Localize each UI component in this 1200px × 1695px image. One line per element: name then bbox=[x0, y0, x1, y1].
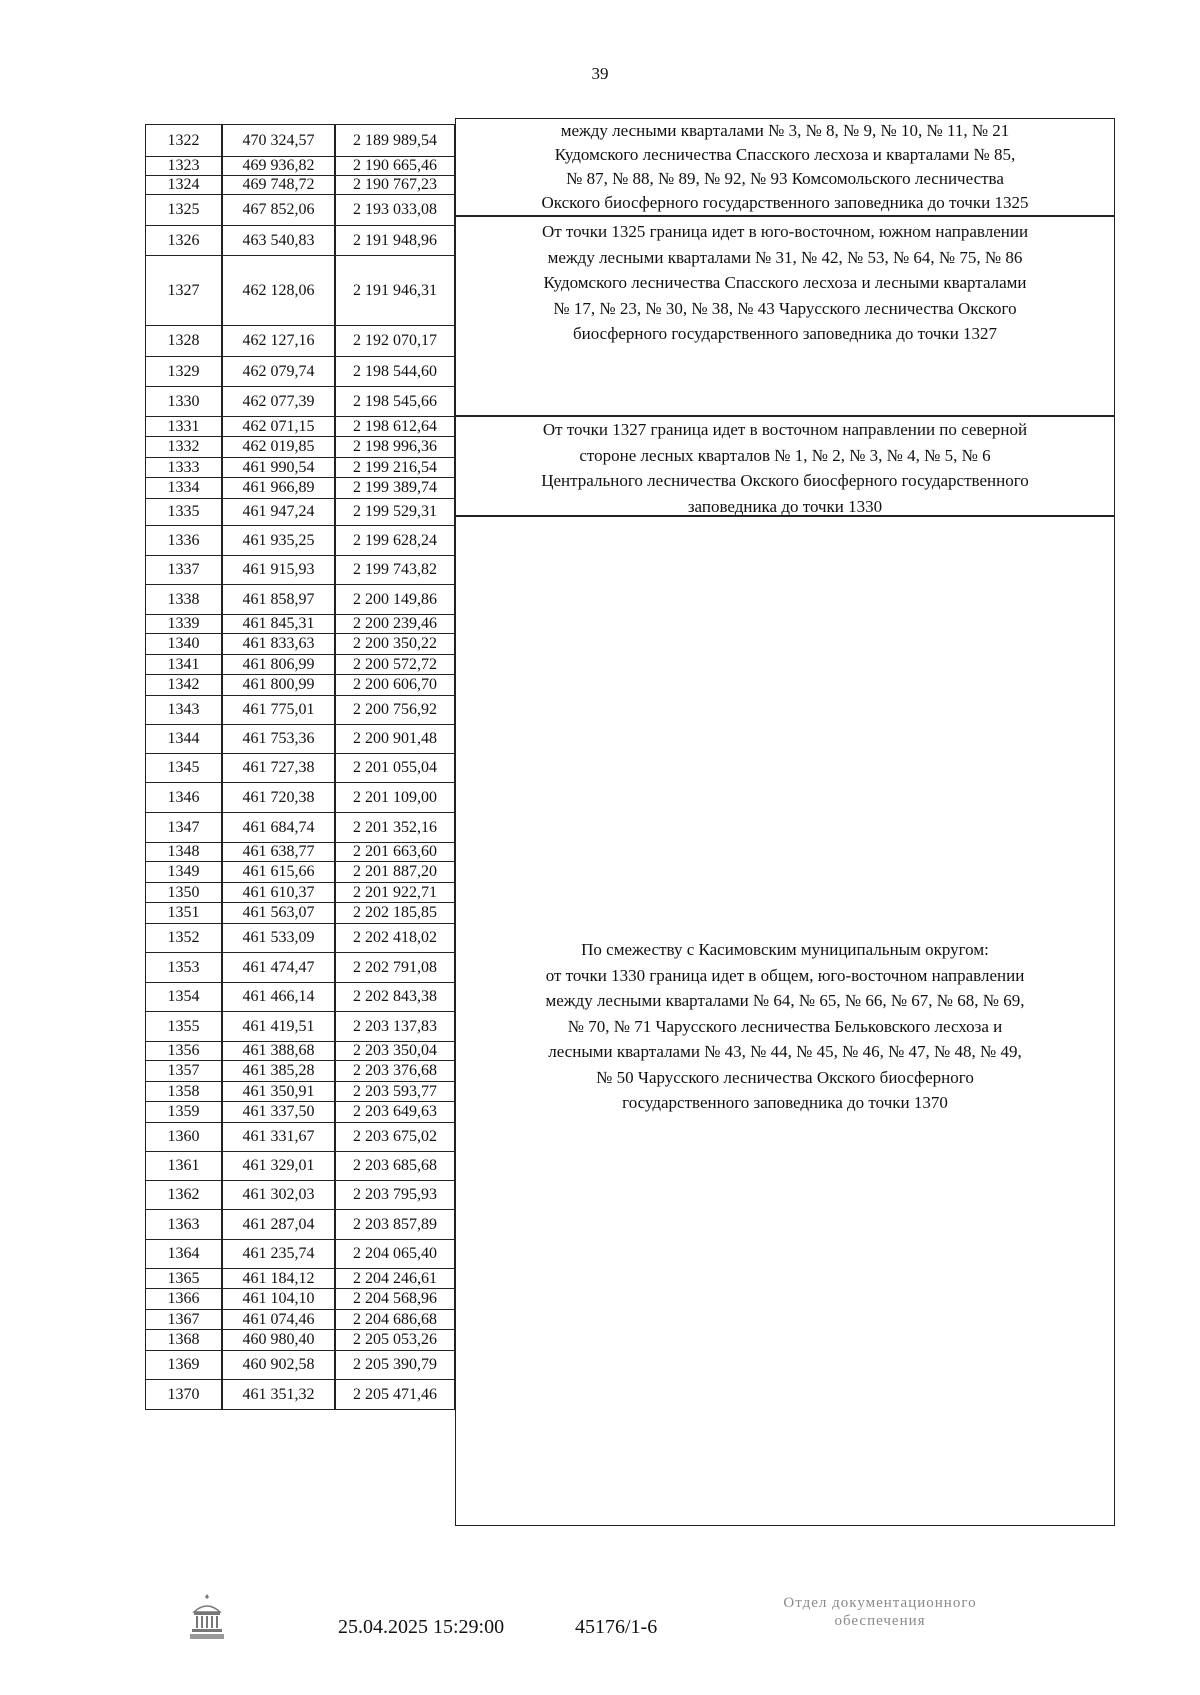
point-number-cell: 1328 bbox=[145, 325, 222, 357]
y-coordinate-cell: 2 189 989,54 bbox=[335, 124, 455, 157]
y-coordinate-cell: 2 203 675,02 bbox=[335, 1122, 455, 1152]
x-coordinate-cell: 461 966,89 bbox=[222, 477, 335, 499]
y-coordinate-cell: 2 205 390,79 bbox=[335, 1350, 455, 1380]
boundary-description bbox=[455, 216, 1115, 416]
description-line: От точки 1325 граница идет в юго-восточном, южном направлении bbox=[541, 222, 1029, 241]
y-coordinate-cell: 2 200 239,46 bbox=[335, 614, 455, 634]
coordinates-table bbox=[145, 121, 1115, 1536]
x-coordinate-cell: 461 466,14 bbox=[222, 982, 335, 1012]
point-number-cell: 1354 bbox=[145, 982, 222, 1012]
x-coordinate-cell: 461 337,50 bbox=[222, 1101, 335, 1123]
point-number-cell: 1344 bbox=[145, 724, 222, 754]
point-number-cell: 1337 bbox=[145, 555, 222, 585]
point-number-cell: 1329 bbox=[145, 356, 222, 387]
x-coordinate-cell: 461 720,38 bbox=[222, 782, 335, 813]
x-coordinate-cell: 460 980,40 bbox=[222, 1329, 335, 1351]
x-coordinate-cell: 461 563,07 bbox=[222, 902, 335, 924]
point-number-cell: 1323 bbox=[145, 156, 222, 176]
point-number-cell: 1367 bbox=[145, 1309, 222, 1330]
description-line: между лесными кварталами № 31, № 42, № 53, № 64, № 75, № 86 bbox=[547, 247, 1023, 267]
point-number-cell: 1358 bbox=[145, 1081, 222, 1102]
x-coordinate-cell: 461 990,54 bbox=[222, 457, 335, 478]
description-line: № 70, № 71 Чарусского лесничества Бельковского лесхоза и bbox=[567, 1016, 1003, 1036]
footer-department-line: обеспечения bbox=[834, 1613, 926, 1629]
point-number-cell: 1368 bbox=[145, 1329, 222, 1351]
y-coordinate-cell: 2 202 843,38 bbox=[335, 982, 455, 1012]
x-coordinate-cell: 461 474,47 bbox=[222, 952, 335, 983]
y-coordinate-cell: 2 205 053,26 bbox=[335, 1329, 455, 1351]
description-line: стороне лесных кварталов № 1, № 2, № 3, № 4, № 5, № 6 bbox=[579, 445, 991, 465]
y-coordinate-cell: 2 204 246,61 bbox=[335, 1268, 455, 1289]
y-coordinate-cell: 2 200 572,72 bbox=[335, 654, 455, 675]
point-number-cell: 1346 bbox=[145, 782, 222, 813]
point-number-cell: 1326 bbox=[145, 225, 222, 256]
duma-logo-icon bbox=[186, 1590, 228, 1642]
y-coordinate-cell: 2 198 612,64 bbox=[335, 416, 455, 437]
point-number-cell: 1332 bbox=[145, 436, 222, 458]
point-number-cell: 1327 bbox=[145, 255, 222, 326]
x-coordinate-cell: 462 077,39 bbox=[222, 386, 335, 417]
point-number-cell: 1355 bbox=[145, 1011, 222, 1042]
x-coordinate-cell: 461 638,77 bbox=[222, 842, 335, 862]
x-coordinate-cell: 461 935,25 bbox=[222, 525, 335, 556]
description-line: от точки 1330 граница идет в общем, юго-восточном направлении bbox=[545, 965, 1025, 985]
point-number-cell: 1341 bbox=[145, 654, 222, 675]
x-coordinate-cell: 469 936,82 bbox=[222, 156, 335, 176]
description-line: заповедника до точки 1330 bbox=[687, 496, 883, 516]
y-coordinate-cell: 2 202 418,02 bbox=[335, 923, 455, 953]
y-coordinate-cell: 2 200 149,86 bbox=[335, 584, 455, 615]
x-coordinate-cell: 460 902,58 bbox=[222, 1350, 335, 1380]
y-coordinate-cell: 2 204 065,40 bbox=[335, 1239, 455, 1269]
y-coordinate-cell: 2 203 376,68 bbox=[335, 1060, 455, 1082]
point-number-cell: 1363 bbox=[145, 1209, 222, 1240]
x-coordinate-cell: 461 331,67 bbox=[222, 1122, 335, 1152]
description-line: Центрального лесничества Окского биосферного государственного bbox=[541, 471, 1029, 490]
point-number-cell: 1366 bbox=[145, 1288, 222, 1310]
x-coordinate-cell: 461 385,28 bbox=[222, 1060, 335, 1082]
point-number-cell: 1347 bbox=[145, 812, 222, 843]
point-number-cell: 1345 bbox=[145, 753, 222, 783]
x-coordinate-cell: 461 302,03 bbox=[222, 1180, 335, 1210]
y-coordinate-cell: 2 198 544,60 bbox=[335, 356, 455, 387]
point-number-cell: 1350 bbox=[145, 882, 222, 903]
x-coordinate-cell: 461 845,31 bbox=[222, 614, 335, 634]
x-coordinate-cell: 461 775,01 bbox=[222, 695, 335, 725]
x-coordinate-cell: 461 833,63 bbox=[222, 633, 335, 655]
y-coordinate-cell: 2 203 137,83 bbox=[335, 1011, 455, 1042]
description-line: № 17, № 23, № 30, № 38, № 43 Чарусского лесничества Окского bbox=[553, 298, 1017, 318]
y-coordinate-cell: 2 203 350,04 bbox=[335, 1041, 455, 1061]
point-number-cell: 1370 bbox=[145, 1379, 222, 1410]
x-coordinate-cell: 461 684,74 bbox=[222, 812, 335, 843]
description-line: Кудомского лесничества Спасского лесхоза и кварталами № 85, bbox=[554, 145, 1016, 164]
y-coordinate-cell: 2 200 756,92 bbox=[335, 695, 455, 725]
x-coordinate-cell: 461 184,12 bbox=[222, 1268, 335, 1289]
x-coordinate-cell: 467 852,06 bbox=[222, 194, 335, 226]
point-number-cell: 1349 bbox=[145, 861, 222, 883]
y-coordinate-cell: 2 202 791,08 bbox=[335, 952, 455, 983]
point-number-cell: 1369 bbox=[145, 1350, 222, 1380]
x-coordinate-cell: 461 388,68 bbox=[222, 1041, 335, 1061]
x-coordinate-cell: 461 287,04 bbox=[222, 1209, 335, 1240]
footer-date: 25.04.2025 15:29:00 bbox=[338, 1616, 505, 1638]
y-coordinate-cell: 2 205 471,46 bbox=[335, 1379, 455, 1410]
y-coordinate-cell: 2 203 649,63 bbox=[335, 1101, 455, 1123]
point-number-cell: 1359 bbox=[145, 1101, 222, 1123]
x-coordinate-cell: 461 350,91 bbox=[222, 1081, 335, 1102]
point-number-cell: 1353 bbox=[145, 952, 222, 983]
x-coordinate-cell: 462 128,06 bbox=[222, 255, 335, 326]
x-coordinate-cell: 461 419,51 bbox=[222, 1011, 335, 1042]
y-coordinate-cell: 2 203 685,68 bbox=[335, 1151, 455, 1181]
y-coordinate-cell: 2 203 593,77 bbox=[335, 1081, 455, 1102]
footer-document-id: 45176/1-6 bbox=[575, 1616, 658, 1638]
point-number-cell: 1333 bbox=[145, 457, 222, 478]
x-coordinate-cell: 461 615,66 bbox=[222, 861, 335, 883]
point-number-cell: 1361 bbox=[145, 1151, 222, 1181]
boundary-description bbox=[455, 516, 1115, 1526]
point-number-cell: 1365 bbox=[145, 1268, 222, 1289]
point-number-cell: 1335 bbox=[145, 498, 222, 526]
description-line: № 87, № 88, № 89, № 92, № 93 Комсомольского лесничества bbox=[566, 169, 1004, 188]
point-number-cell: 1334 bbox=[145, 477, 222, 499]
x-coordinate-cell: 461 351,32 bbox=[222, 1379, 335, 1410]
description-line: государственного заповедника до точки 1370 bbox=[622, 1093, 948, 1112]
y-coordinate-cell: 2 191 946,31 bbox=[335, 255, 455, 326]
x-coordinate-cell: 462 019,85 bbox=[222, 436, 335, 458]
x-coordinate-cell: 462 127,16 bbox=[222, 325, 335, 357]
x-coordinate-cell: 463 540,83 bbox=[222, 225, 335, 256]
point-number-cell: 1336 bbox=[145, 525, 222, 556]
x-coordinate-cell: 461 800,99 bbox=[222, 674, 335, 696]
point-number-cell: 1322 bbox=[145, 124, 222, 157]
y-coordinate-cell: 2 200 350,22 bbox=[335, 633, 455, 655]
y-coordinate-cell: 2 200 901,48 bbox=[335, 724, 455, 754]
point-number-cell: 1356 bbox=[145, 1041, 222, 1061]
y-coordinate-cell: 2 199 216,54 bbox=[335, 457, 455, 478]
y-coordinate-cell: 2 201 055,04 bbox=[335, 753, 455, 783]
description-line: биосферного государственного заповедника до точки 1327 bbox=[572, 324, 998, 343]
x-coordinate-cell: 469 748,72 bbox=[222, 175, 335, 195]
x-coordinate-cell: 461 235,74 bbox=[222, 1239, 335, 1269]
y-coordinate-cell: 2 204 686,68 bbox=[335, 1309, 455, 1330]
description-line: От точки 1327 граница идет в восточном направлении по северной bbox=[542, 420, 1028, 439]
page-number: 39 bbox=[591, 64, 609, 83]
footer-department-line: Отдел документационного bbox=[783, 1595, 977, 1611]
y-coordinate-cell: 2 200 606,70 bbox=[335, 674, 455, 696]
description-line: между лесными кварталами № 64, № 65, № 66, № 67, № 68, № 69, bbox=[545, 991, 1025, 1010]
point-number-cell: 1360 bbox=[145, 1122, 222, 1152]
description-line: № 50 Чарусского лесничества Окского биосферного bbox=[596, 1067, 974, 1087]
y-coordinate-cell: 2 199 389,74 bbox=[335, 477, 455, 499]
point-number-cell: 1330 bbox=[145, 386, 222, 417]
y-coordinate-cell: 2 201 663,60 bbox=[335, 842, 455, 862]
x-coordinate-cell: 461 915,93 bbox=[222, 555, 335, 585]
x-coordinate-cell: 461 329,01 bbox=[222, 1151, 335, 1181]
point-number-cell: 1357 bbox=[145, 1060, 222, 1082]
description-line: между лесными кварталами № 3, № 8, № 9, № 10, № 11, № 21 bbox=[560, 121, 1010, 140]
page-footer bbox=[0, 1590, 1200, 1670]
description-line: По смежеству с Касимовским муниципальным округом: bbox=[581, 940, 989, 959]
x-coordinate-cell: 461 074,46 bbox=[222, 1309, 335, 1330]
point-number-cell: 1325 bbox=[145, 194, 222, 226]
point-number-cell: 1340 bbox=[145, 633, 222, 655]
y-coordinate-cell: 2 199 743,82 bbox=[335, 555, 455, 585]
x-coordinate-cell: 461 104,10 bbox=[222, 1288, 335, 1310]
y-coordinate-cell: 2 201 922,71 bbox=[335, 882, 455, 903]
point-number-cell: 1338 bbox=[145, 584, 222, 615]
point-number-cell: 1324 bbox=[145, 175, 222, 195]
x-coordinate-cell: 470 324,57 bbox=[222, 124, 335, 157]
point-number-cell: 1339 bbox=[145, 614, 222, 634]
point-number-cell: 1352 bbox=[145, 923, 222, 953]
x-coordinate-cell: 461 947,24 bbox=[222, 498, 335, 526]
y-coordinate-cell: 2 204 568,96 bbox=[335, 1288, 455, 1310]
y-coordinate-cell: 2 203 857,89 bbox=[335, 1209, 455, 1240]
y-coordinate-cell: 2 201 352,16 bbox=[335, 812, 455, 843]
y-coordinate-cell: 2 190 665,46 bbox=[335, 156, 455, 176]
y-coordinate-cell: 2 198 545,66 bbox=[335, 386, 455, 417]
x-coordinate-cell: 461 753,36 bbox=[222, 724, 335, 754]
boundary-description bbox=[455, 416, 1115, 516]
y-coordinate-cell: 2 193 033,08 bbox=[335, 194, 455, 226]
y-coordinate-cell: 2 201 109,00 bbox=[335, 782, 455, 813]
x-coordinate-cell: 462 079,74 bbox=[222, 356, 335, 387]
x-coordinate-cell: 461 806,99 bbox=[222, 654, 335, 675]
point-number-cell: 1351 bbox=[145, 902, 222, 924]
y-coordinate-cell: 2 203 795,93 bbox=[335, 1180, 455, 1210]
x-coordinate-cell: 462 071,15 bbox=[222, 416, 335, 437]
description-line: лесными кварталами № 43, № 44, № 45, № 46, № 47, № 48, № 49, bbox=[548, 1042, 1022, 1061]
x-coordinate-cell: 461 727,38 bbox=[222, 753, 335, 783]
point-number-cell: 1348 bbox=[145, 842, 222, 862]
footer-department-stamp bbox=[700, 1594, 1060, 1630]
point-number-cell: 1331 bbox=[145, 416, 222, 437]
x-coordinate-cell: 461 610,37 bbox=[222, 882, 335, 903]
point-number-cell: 1343 bbox=[145, 695, 222, 725]
y-coordinate-cell: 2 190 767,23 bbox=[335, 175, 455, 195]
point-number-cell: 1362 bbox=[145, 1180, 222, 1210]
y-coordinate-cell: 2 191 948,96 bbox=[335, 225, 455, 256]
point-number-cell: 1364 bbox=[145, 1239, 222, 1269]
y-coordinate-cell: 2 192 070,17 bbox=[335, 325, 455, 357]
y-coordinate-cell: 2 199 628,24 bbox=[335, 525, 455, 556]
y-coordinate-cell: 2 201 887,20 bbox=[335, 861, 455, 883]
x-coordinate-cell: 461 858,97 bbox=[222, 584, 335, 615]
description-line: Окского биосферного государственного заповедника до точки 1325 bbox=[541, 193, 1029, 212]
y-coordinate-cell: 2 198 996,36 bbox=[335, 436, 455, 458]
y-coordinate-cell: 2 202 185,85 bbox=[335, 902, 455, 924]
description-line: Кудомского лесничества Спасского лесхоза и лесными кварталами bbox=[543, 273, 1027, 292]
y-coordinate-cell: 2 199 529,31 bbox=[335, 498, 455, 526]
boundary-description bbox=[455, 118, 1115, 216]
point-number-cell: 1342 bbox=[145, 674, 222, 696]
x-coordinate-cell: 461 533,09 bbox=[222, 923, 335, 953]
